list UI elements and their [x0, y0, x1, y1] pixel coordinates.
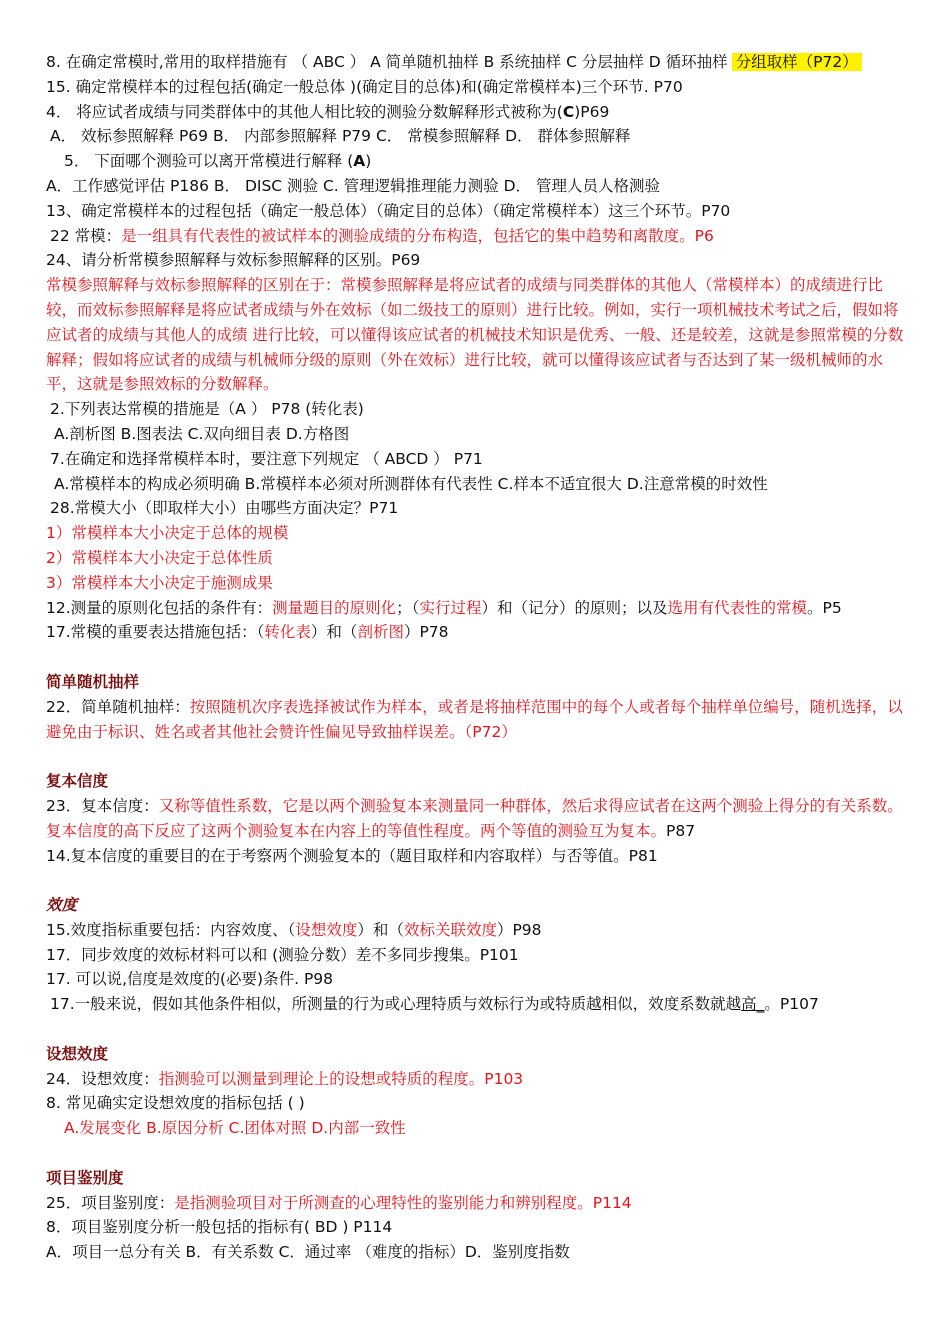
definition-text: 是一组具有代表性的被试样本的测验成绩的分布构造，包括它的集中趋势和离散度。P6 [121, 226, 714, 245]
question-text: 8. 在确定常模时,常用的取样措施有 （ ABC ） A 简单随机抽样 B 系统抽样 C 分层抽样 D 循环抽样 [46, 53, 728, 71]
definition-line [46, 794, 906, 844]
question-text: 4． 将应试者成绩与同类群体中的其他人相比较的测验分数解释形式被称为( [46, 102, 563, 121]
spacer [46, 1017, 906, 1042]
question-text: 15.效度指标重要包括：内容效度、（ [46, 920, 296, 939]
term-label: 24．设想效度： [46, 1069, 159, 1088]
question-line [46, 596, 906, 621]
section-heading: 效度 [46, 896, 78, 915]
question-text: )P69 [574, 102, 610, 121]
question-line: 14.复本信度的重要目的在于考察两个测验复本的（题目取样和内容取样）与否等值。P81 [46, 846, 658, 865]
options-line: A．项目一总分有关 B．有关系数 C．通过率 （难度的指标）D．鉴别度指数 [46, 1243, 570, 1262]
answer-text: 选用有代表性的常模 [667, 598, 807, 617]
section-heading: 设想效度 [46, 1044, 109, 1063]
highlighted-answer: 分组取样（P72） [732, 53, 862, 71]
document-page [46, 50, 906, 1265]
question-text: ) [365, 152, 372, 171]
question-line: 7.在确定和选择常模样本时，要注意下列规定 （ ABCD ） P71 [50, 449, 483, 468]
definition-text: 指测验可以测量到理论上的设想或特质的程度。P103 [158, 1069, 524, 1088]
question-text: ；（ [396, 598, 420, 617]
question-line [46, 992, 906, 1017]
answer-paragraph: 常模参照解释与效标参照解释的区别在于：常模参照解释是将应试者的成绩与同类群体的其他人（常模样本）的成绩进行比较，而效标参照解释是将应试者成绩与外在效标（如二级技工的原则）进行比较。例如，实行一项机械技术考试之后，假如将应试者的成绩与其他人的成绩 进行比较，可以懂得该应试者的机械技术知识是优秀、一般、还是较差，这就是参照常模的分数解释；假如将应试者的成绩与机械师分级的原则（外在效标）进行比较，就可以懂得该应试者与否达到了某一级机械师的水平，这就是参照效标的分数解释。 [46, 276, 904, 394]
spacer [46, 744, 906, 769]
question-line: 17．同步效度的效标材料可以和 (测验分数）差不多同步搜集。P101 [46, 945, 519, 964]
question-line [46, 918, 906, 943]
question-text: ）和（记分）的原则；以及 [481, 598, 668, 617]
answer-item: 1）常模样本大小决定于总体的规模 [46, 524, 289, 543]
term-label: 22 常模： [50, 226, 122, 245]
question-line: 2.下列表达常模的措施是（A ） P78 (转化表) [50, 400, 364, 419]
question-text: ）P78 [403, 623, 449, 642]
question-line [46, 620, 906, 645]
question-line [46, 50, 906, 75]
options-line: A.剖析图 B.图表法 C.双向细目表 D.方格图 [54, 424, 350, 443]
question-line: 8．项目鉴别度分析一般包括的指标有( BD ) P114 [46, 1218, 393, 1237]
answer-item: 2）常模样本大小决定于总体性质 [46, 548, 273, 567]
section-heading: 简单随机抽样 [46, 672, 140, 691]
page-ref: P87 [666, 821, 696, 840]
definition-text: 是指测验项目对于所测查的心理特性的鉴别能力和辨别程度。P114 [174, 1193, 632, 1212]
question-line [46, 149, 906, 174]
question-line: 17. 可以说,信度是效度的(必要)条件. P98 [46, 970, 334, 989]
answer-text: 效标关联效度 [403, 920, 497, 939]
term-label: 23．复本信度： [46, 796, 159, 815]
answer-letter: C [562, 102, 575, 121]
answer-text: 设想效度 [295, 920, 358, 939]
question-text: 12.测量的原则化包括的条件有： [46, 598, 273, 617]
options-line: A．工作感觉评估 P186 B． DISC 测验 C. 管理逻辑推理能力测验 D． 管理人员人格测验 [46, 176, 660, 195]
question-text: 。P5 [806, 598, 842, 617]
answer-text: 实行过程 [419, 598, 482, 617]
definition-line [46, 1067, 906, 1092]
question-text: 5． 下面哪个测验可以离开常模进行解释 ( [64, 152, 354, 171]
question-text: 17.常模的重要表达措施包括：（ [46, 623, 265, 642]
definition-line [46, 1191, 906, 1216]
definition-line [46, 224, 906, 249]
question-line [46, 100, 906, 125]
definition-text: 又称等值性系数，它是以两个测验复本来测量同一种群体，然后求得应试者在这两个测验上得分的有关系数。复本信度的高下反应了这两个测验复本在内容上的等值性程度。两个等值的测验互为复本。 [46, 796, 903, 840]
question-text: ）和（ [310, 623, 358, 642]
term-label: 22．简单随机抽样： [46, 697, 190, 716]
options-line: A.发展变化 B.原因分析 C.团体对照 D.内部一致性 [64, 1119, 406, 1138]
question-text: 。P107 [764, 995, 819, 1014]
spacer [46, 645, 906, 670]
options-line: A.常模样本的构成必须明确 B.常模样本必须对所测群体有代表性 C.样本不适宜很大 D.注意常模的时效性 [54, 474, 768, 493]
section-heading: 复本信度 [46, 772, 109, 791]
options-line: A． 效标参照解释 P69 B． 内部参照解释 P79 C． 常模参照解释 D． 群体参照解释 [50, 127, 631, 146]
question-line: 8. 常见确实定设想效度的指标包括 ( ) [46, 1094, 305, 1113]
section-heading: 项目鉴别度 [46, 1168, 124, 1187]
answer-item: 3）常模样本大小决定于施测成果 [46, 573, 273, 592]
spacer [46, 1141, 906, 1166]
definition-line [46, 695, 906, 745]
spacer [46, 868, 906, 893]
answer-text: 测量题目的原则化 [272, 598, 397, 617]
term-label: 25．项目鉴别度： [46, 1193, 175, 1212]
question-line: 15. 确定常模样本的过程包括(确定一般总体 )(确定目的总体)和(确定常模样本)三个环节. P70 [46, 77, 683, 96]
answer-text: 高_ [741, 995, 765, 1014]
answer-letter: A [353, 152, 366, 171]
question-line: 24、请分析常模参照解释与效标参照解释的区别。P69 [46, 251, 421, 270]
question-text: 17.一般来说，假如其他条件相似，所测量的行为或心理特质与效标行为或特质越相似，效度系数就越 [50, 995, 742, 1014]
question-line: 13、确定常模样本的过程包括（确定一般总体）（确定目的总体）（确定常模样本）这三个环节。P70 [46, 201, 731, 220]
answer-text: 转化表 [264, 623, 311, 642]
answer-text: 剖析图 [357, 623, 404, 642]
question-text: ）P98 [496, 920, 542, 939]
question-text: ）和（ [357, 920, 404, 939]
question-line: 28.常模大小（即取样大小）由哪些方面决定？P71 [50, 499, 399, 518]
definition-text: 按照随机次序表选择被试作为样本，或者是将抽样范围中的每个人或者每个抽样单位编号，随机选择，以避免由于标识、姓名或者其他社会赞许性偏见导致抽样误差。（P72） [46, 697, 903, 741]
